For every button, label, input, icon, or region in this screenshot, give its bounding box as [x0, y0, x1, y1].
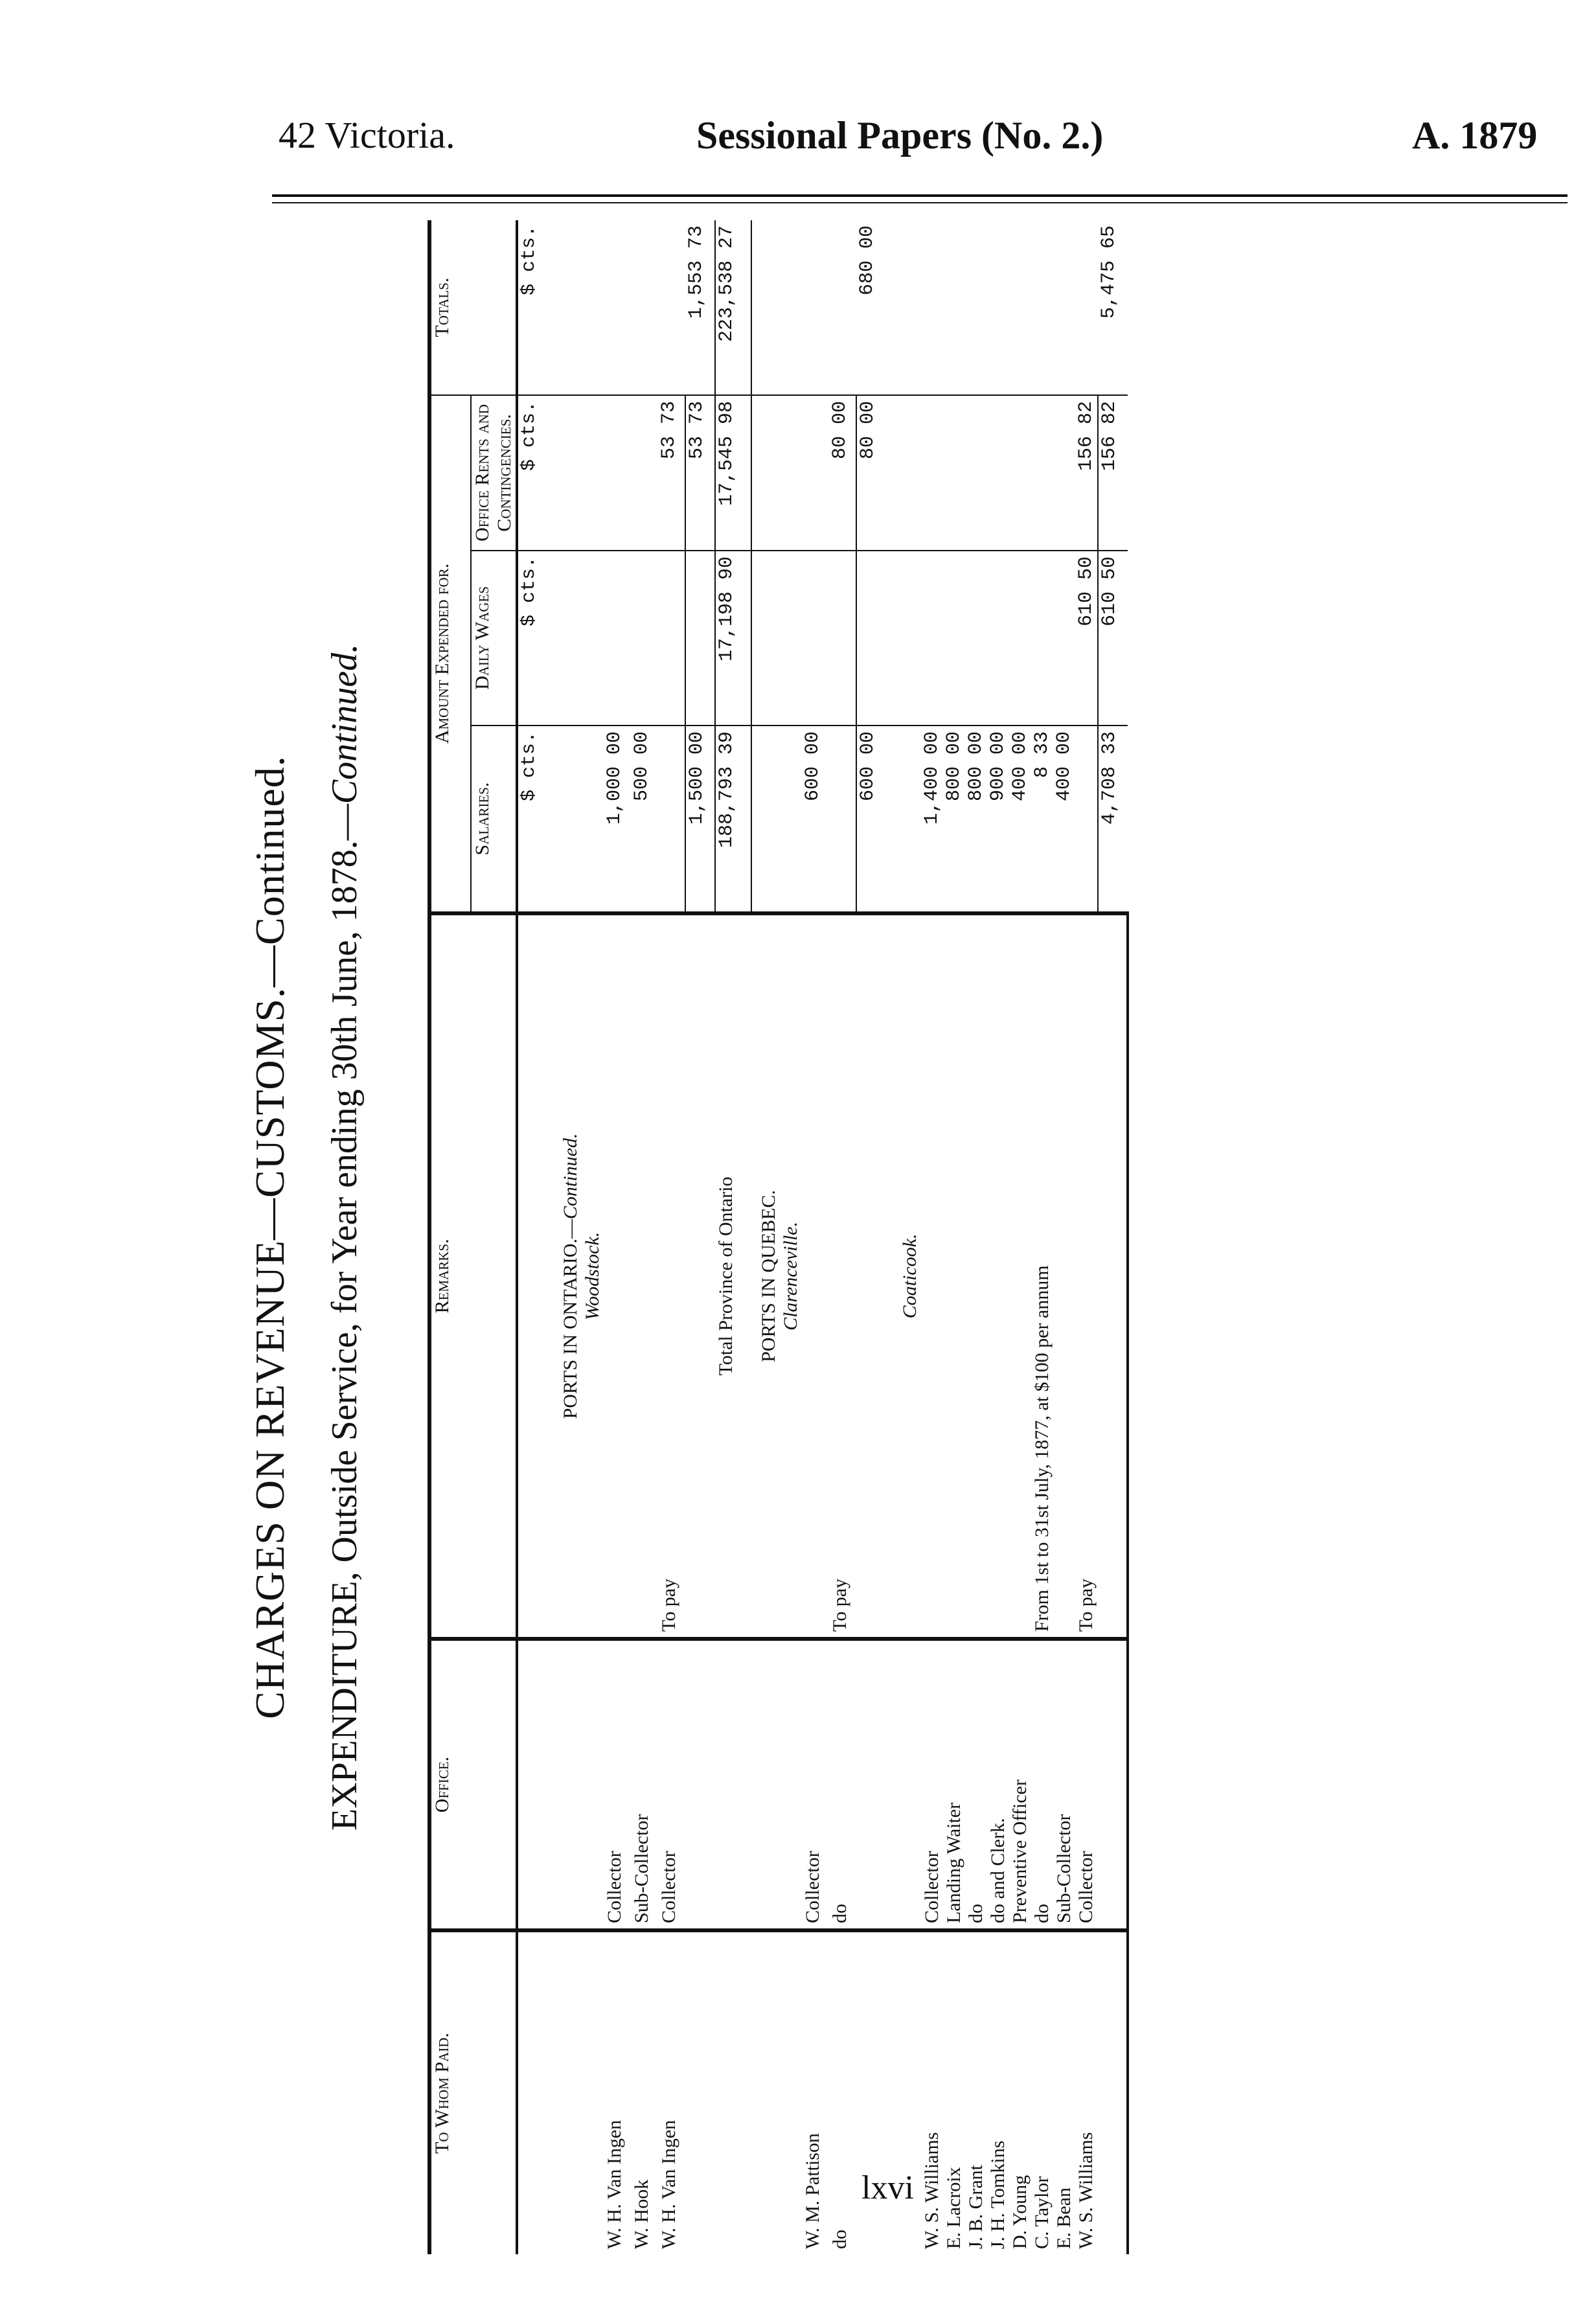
row-office: Landing Waiter — [943, 1639, 965, 1930]
units-totals: $ cts. — [517, 220, 540, 395]
subtotal-salary: 600 00 — [856, 726, 886, 913]
subtotal-office-rents: 80 00 — [856, 395, 886, 551]
row-name: W. Hook — [631, 2179, 652, 2249]
table-row — [987, 220, 1009, 2254]
row-salary: 8 33 — [1031, 726, 1053, 913]
subtotal-salary: 1,500 00 — [685, 726, 715, 913]
row-salary: 800 00 — [965, 726, 987, 913]
row-name: J. H. Tomkins — [987, 2140, 1009, 2249]
row-office: Sub-Collector — [631, 1639, 658, 1930]
table-row — [658, 220, 685, 2254]
row-office: Preventive Officer — [1009, 1639, 1031, 1930]
row-name: W. H. Van Ingen — [658, 2119, 679, 2249]
port-heading-row — [582, 220, 604, 2254]
subtotal-total: 5,475 65 — [1098, 220, 1128, 395]
row-office: do and Clerk. — [987, 1639, 1009, 1930]
rotated-table-page — [233, 220, 1596, 2254]
table-row — [943, 220, 965, 2254]
row-remarks: To pay — [829, 913, 856, 1639]
row-office: Collector — [1075, 1639, 1098, 1930]
row-salary: 400 00 — [1009, 726, 1031, 913]
row-remarks: To pay — [1075, 913, 1098, 1639]
running-header — [0, 107, 1596, 172]
row-name: E. Lacroix — [943, 2167, 964, 2249]
row-office: Collector — [658, 1639, 685, 1930]
ontario-total-rents: 17,545 98 — [715, 395, 751, 551]
section-heading-row — [751, 220, 780, 2254]
units-salaries: $ cts. — [517, 726, 540, 913]
col-salaries: Salaries. — [471, 726, 517, 913]
table-subtitle — [324, 220, 365, 2254]
header-right: A. 1879 — [1412, 114, 1538, 157]
row-office-rents: 156 82 — [1075, 395, 1098, 551]
row-salary: 600 00 — [802, 726, 829, 913]
row-name: do — [829, 2230, 850, 2249]
ontario-total-total: 223,538 27 — [715, 220, 751, 395]
subtotal-daily-wages: 610 50 — [1098, 551, 1128, 726]
table-row — [1031, 220, 1053, 2254]
row-salary: 900 00 — [987, 726, 1009, 913]
units-wages: $ cts. — [517, 551, 540, 726]
row-office: Collector — [802, 1639, 829, 1930]
port-heading-row — [886, 220, 921, 2254]
row-name: W. M. Pattison — [802, 2133, 823, 2249]
ontario-total-wages: 17,198 90 — [715, 551, 751, 726]
table-row — [965, 220, 987, 2254]
table-row — [631, 220, 658, 2254]
row-name: W. S. Williams — [921, 2132, 942, 2249]
row-office: Collector — [604, 1639, 631, 1930]
ontario-total-salary: 188,793 39 — [715, 726, 751, 913]
port-clarenceville: Clarenceville. — [780, 913, 802, 1639]
row-office: do — [965, 1639, 987, 1930]
row-remarks: From 1st to 31st July, 1877, at $100 per annum — [1031, 913, 1053, 1639]
table-row — [1009, 220, 1031, 2254]
ontario-heading-italic: Continued. — [560, 1133, 581, 1220]
subtotal-office-rents: 53 73 — [685, 395, 715, 551]
col-amount-group: Amount Expended for. — [429, 395, 471, 913]
quebec-heading: PORTS IN QUEBEC. — [751, 913, 780, 1639]
ontario-heading: PORTS IN ONTARIO.— — [560, 1219, 581, 1419]
row-salary: 400 00 — [1053, 726, 1075, 913]
expenditure-table — [428, 220, 1129, 2254]
row-salary: 1,400 00 — [921, 726, 943, 913]
col-office: Office. — [429, 1639, 517, 1930]
table-row — [802, 220, 829, 2254]
subtitle-italic: Continued. — [325, 643, 365, 805]
table-row — [1075, 220, 1098, 2254]
port-coaticook: Coaticook. — [886, 913, 921, 1639]
total-ontario-label: Total Province of Ontario — [715, 913, 751, 1639]
row-office-rents: 80 00 — [829, 395, 856, 551]
row-office: do — [829, 1639, 856, 1930]
row-salary: 500 00 — [631, 726, 658, 913]
row-remarks — [604, 913, 631, 1639]
row-salary: 1,000 00 — [604, 726, 631, 913]
table-titles — [233, 220, 402, 2254]
header-rule-thin — [272, 202, 1568, 203]
header-rule — [272, 194, 1568, 197]
header-left: 42 Victoria. — [279, 114, 455, 156]
row-remarks: To pay — [658, 913, 685, 1639]
row-office: Collector — [921, 1639, 943, 1930]
row-name: D. Young — [1009, 2175, 1031, 2249]
page-number: lxvi — [861, 2169, 914, 2206]
subtotal-total: 680 00 — [856, 220, 886, 395]
row-name: C. Taylor — [1031, 2176, 1053, 2249]
col-remarks: Remarks. — [429, 913, 517, 1639]
header-center: Sessional Papers (No. 2.) — [696, 114, 1104, 157]
row-remarks — [631, 913, 658, 1639]
subtotal-row — [685, 220, 715, 2254]
col-daily-wages: Daily Wages — [471, 551, 517, 726]
header-row-1 — [429, 220, 471, 2254]
subtotal-salary: 4,708 33 — [1098, 726, 1128, 913]
section-heading-row — [540, 220, 582, 2254]
row-name: W. S. Williams — [1075, 2132, 1097, 2249]
port-heading-row — [780, 220, 802, 2254]
subtotal-row — [856, 220, 886, 2254]
row-name: J. B. Grant — [965, 2165, 986, 2249]
units-rents: $ cts. — [517, 395, 540, 551]
subtitle-main: EXPENDITURE, Outside Service, for Year ending 30th June, 1878.— — [325, 804, 365, 1831]
table-row — [604, 220, 631, 2254]
table-title: CHARGES ON REVENUE—CUSTOMS.—Continued. — [247, 755, 293, 1719]
row-office-rents: 53 73 — [658, 395, 685, 551]
row-name: W. H. Van Ingen — [604, 2119, 625, 2249]
row-salary: 800 00 — [943, 726, 965, 913]
subtotal-row — [1098, 220, 1128, 2254]
row-office: Sub-Collector — [1053, 1639, 1075, 1930]
col-to-whom: To Whom Paid. — [429, 1930, 517, 2254]
col-office-rents: Office Rents and Contingencies. — [471, 395, 517, 551]
row-office: do — [1031, 1639, 1053, 1930]
table-row — [1053, 220, 1075, 2254]
row-name: E. Bean — [1053, 2188, 1075, 2249]
col-totals: Totals. — [429, 220, 517, 395]
port-woodstock: Woodstock. — [582, 913, 604, 1639]
subtotal-total: 1,553 73 — [685, 220, 715, 395]
province-total-row — [715, 220, 751, 2254]
row-daily-wages: 610 50 — [1075, 551, 1098, 726]
table-row — [921, 220, 943, 2254]
table-row — [829, 220, 856, 2254]
subtotal-office-rents: 156 82 — [1098, 395, 1128, 551]
units-row — [517, 220, 540, 2254]
